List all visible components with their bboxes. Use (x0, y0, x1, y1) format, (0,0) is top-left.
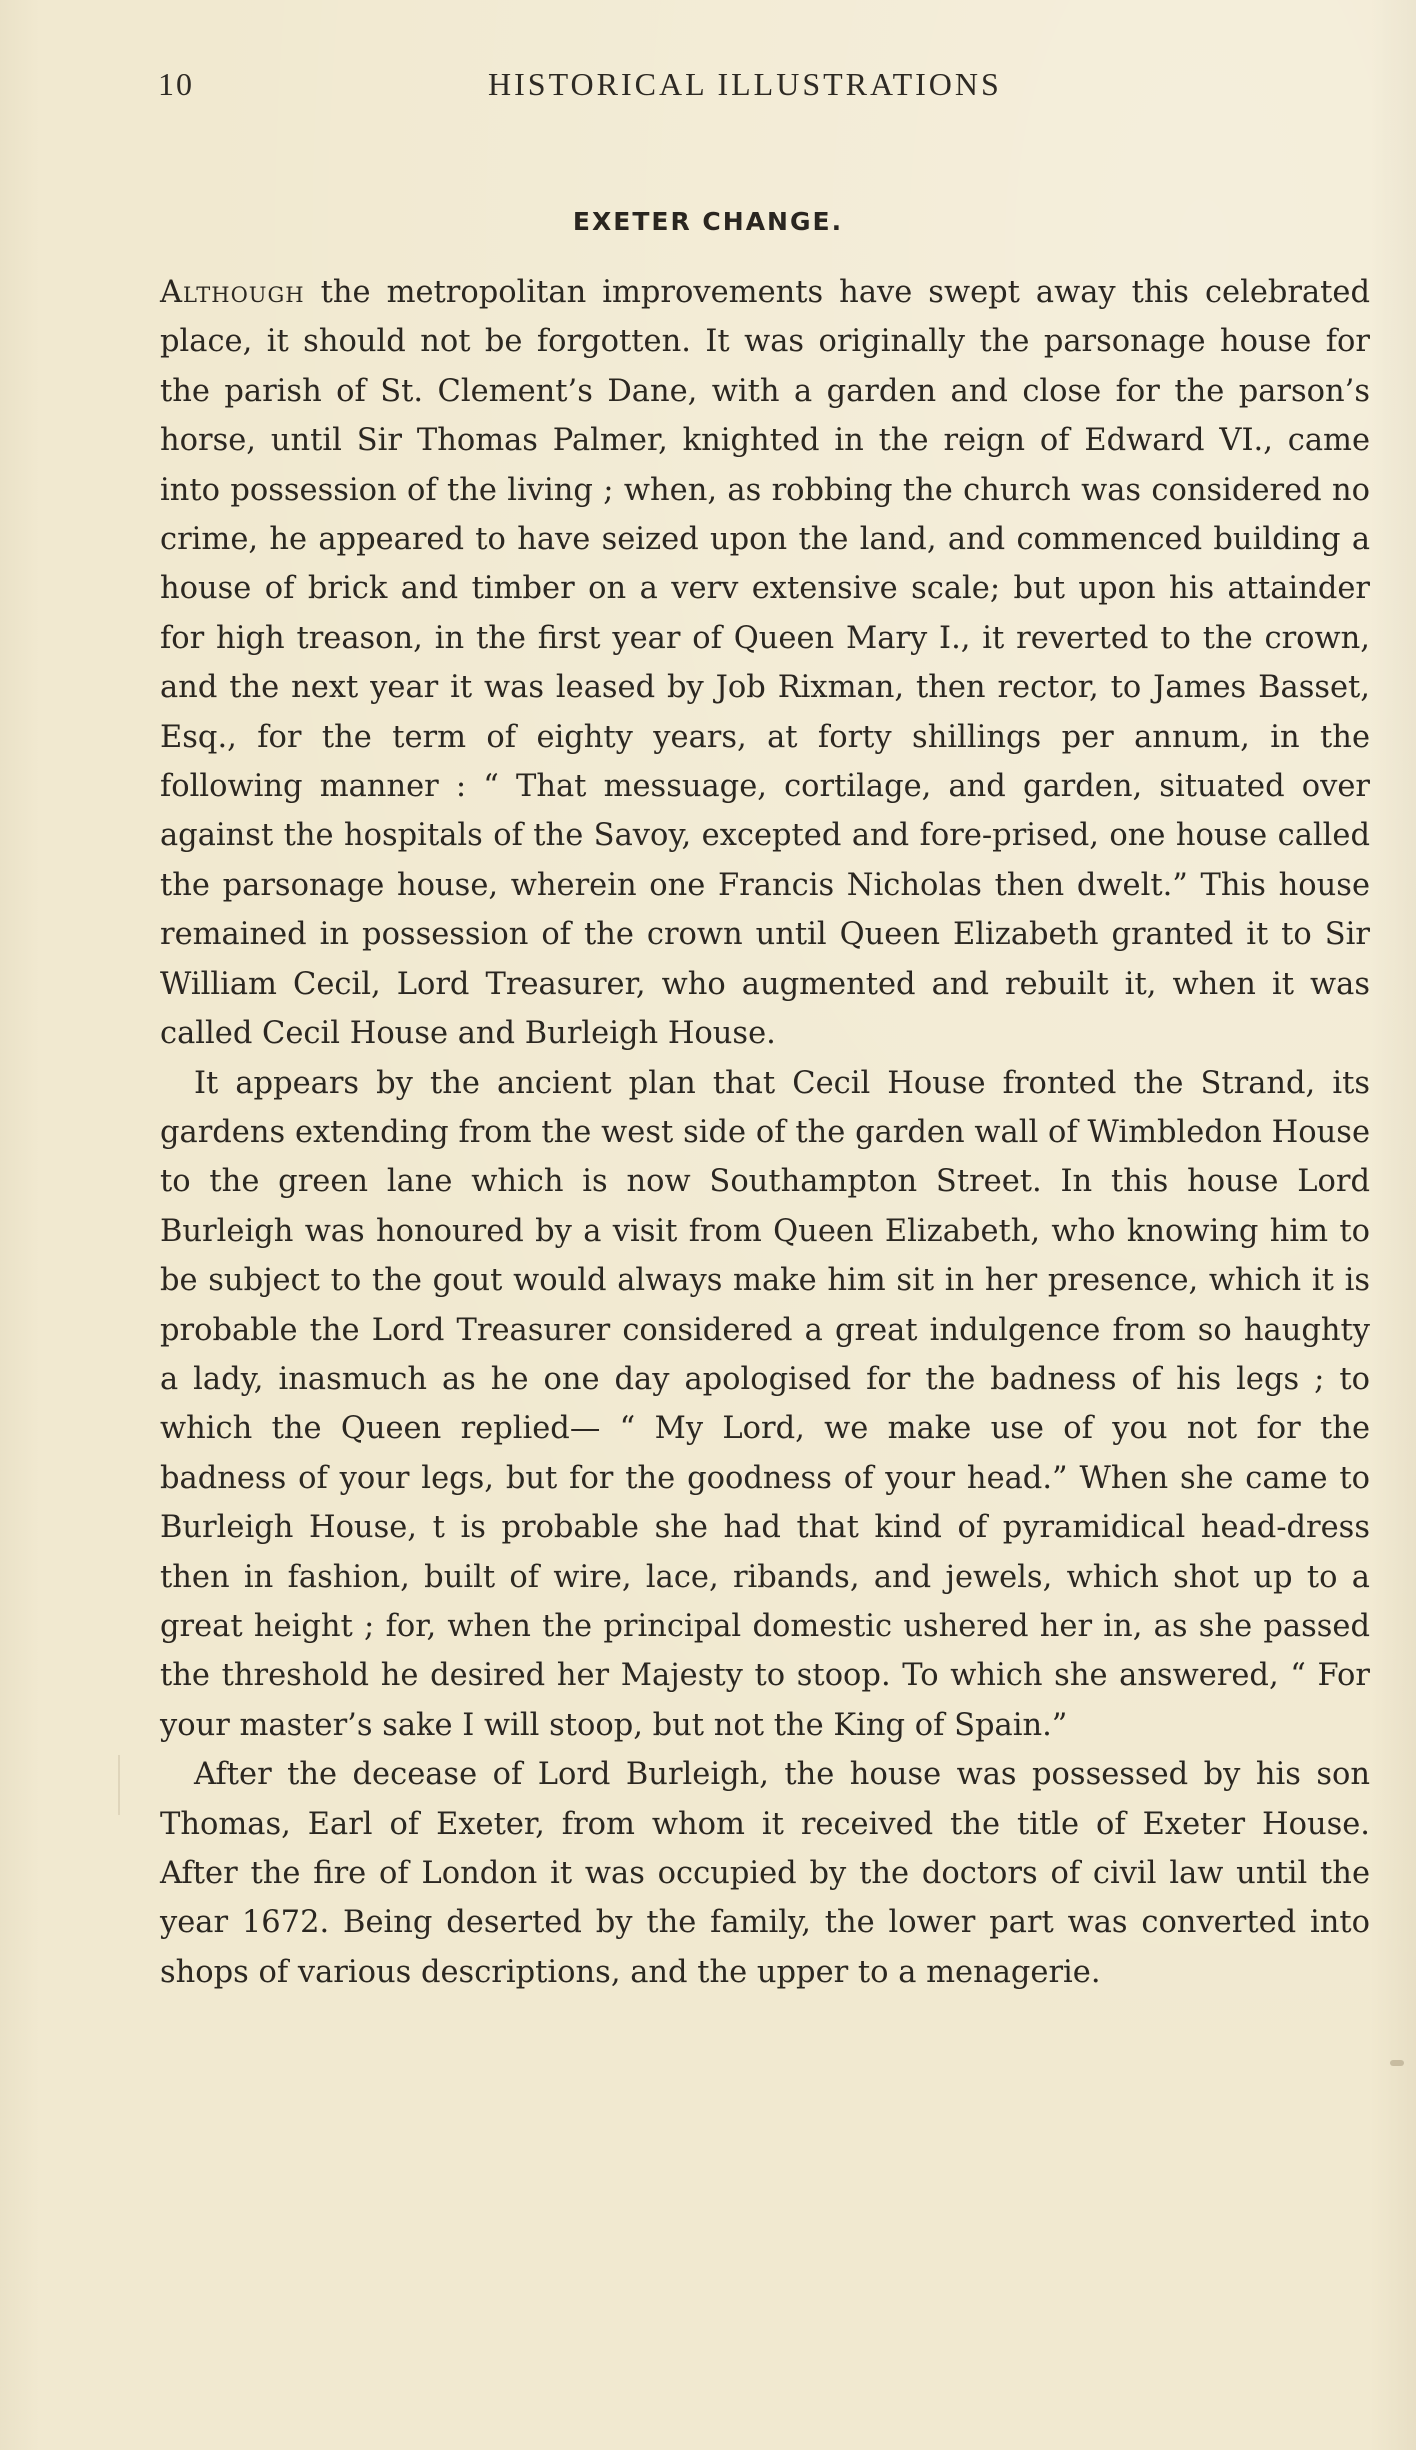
article-body (160, 268, 1370, 1997)
paragraph-1 (160, 268, 1370, 1059)
margin-crease (118, 1755, 120, 1815)
paragraph-text: the metropolitan improvements have swept away this celebrated place, it should not be forgotten. It was originally the parsonage house for the parish of St. Clement’s Dane, with a garden and close for the parson’s horse, until Sir Thomas Palmer, knighted in the reign of Edward VI., came into possession of the living ; when, as robbing the church was considered no crime, he appeared to have seized upon the land, and commenced building a house of brick and timber on a verv extensive scale; but upon his attainder for high treason, in the first year of Queen Mary I., it reverted to the crown, and the next year it was leased by Job Rixman, then rector, to James Basset, Esq., for the term of eighty years, at forty shillings per annum, in the following manner : “ That messuage, cortilage, and garden, situated over against the hospitals of the Savoy, excepted and fore-prised, one house called the parsonage house, wherein one Francis Nicholas then dwelt.” This house remained in possession of the crown until Queen Elizabeth granted it to Sir William Cecil, Lord Treasurer, who augmented and rebuilt it, when it was called Cecil House and Burleigh House. (160, 275, 1370, 1052)
paragraph-3 (160, 1750, 1370, 1997)
paper-stain (1390, 2060, 1404, 2066)
running-head (158, 66, 1368, 110)
paragraph-lead-word: Although (160, 275, 305, 310)
page-number: 10 (158, 66, 194, 102)
paragraph-2 (160, 1059, 1370, 1751)
paragraph-text: After the decease of Lord Burleigh, the house was possessed by his son Thomas, Earl of Exeter, from whom it received the title of Exeter House. After the fire of London it was occupied by the doctors of civil law until the year 1672. Being deserted by the family, the lower part was converted into shops of various descriptions, and the upper to a menagerie. (160, 1757, 1370, 1990)
paragraph-text: It appears by the ancient plan that Cecil House fronted the Strand, its gardens extending from the west side of the garden wall of Wimbledon House to the green lane which is now Southampton Street. In this house Lord Burleigh was honoured by a visit from Queen Elizabeth, who knowing him to be subject to the gout would always make him sit in her presence, which it is probable the Lord Treasurer considered a great indulgence from so haughty a lady, inasmuch as he one day apologised for the badness of his legs ; to which the Queen replied— “ My Lord, we make use of you not for the badness of your legs, but for the goodness of your head.” When she came to Burleigh House, t is probable she had that kind of pyramidical head-dress then in fashion, built of wire, lace, ribands, and jewels, which shot up to a great height ; for, when the principal domestic ushered her in, as she passed the threshold he desired her Majesty to stoop. To which she answered, “ For your master’s sake I will stoop, but not the King of Spain.” (160, 1065, 1370, 1743)
running-title: HISTORICAL ILLUSTRATIONS (488, 66, 1002, 102)
section-title: EXETER CHANGE. (572, 207, 844, 236)
